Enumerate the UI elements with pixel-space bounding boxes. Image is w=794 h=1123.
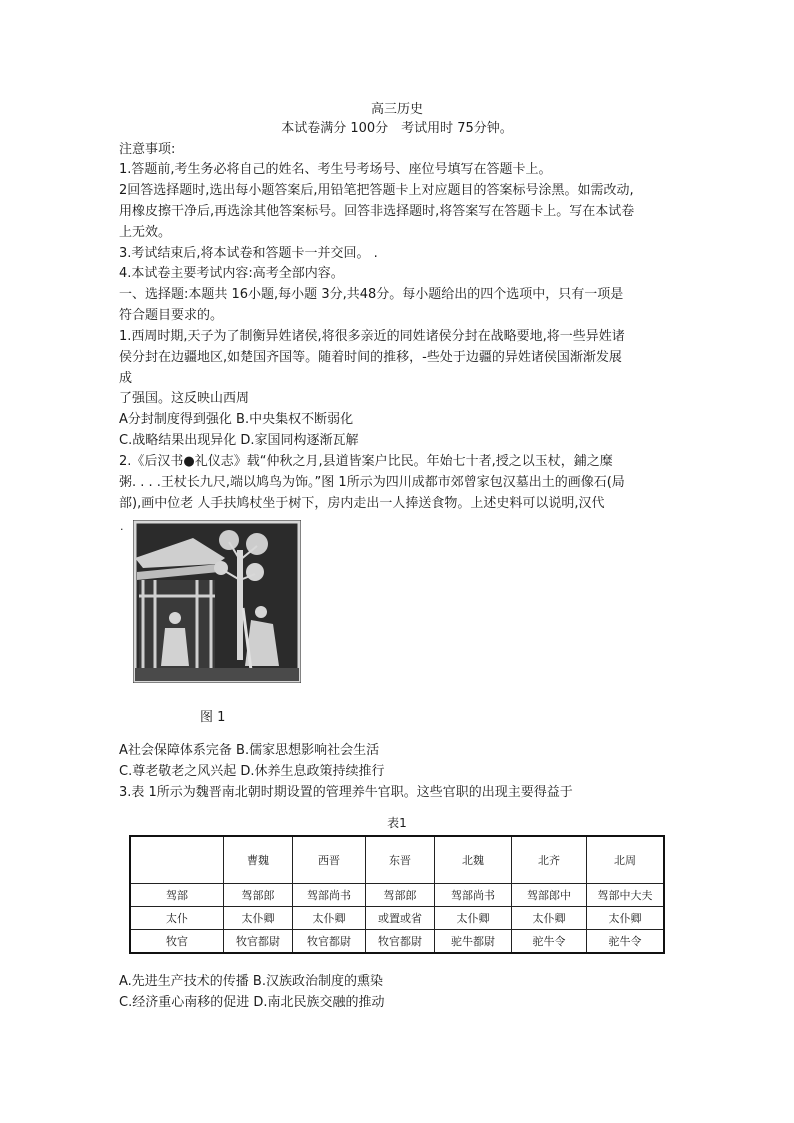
table-cell: 太仆卿 <box>435 907 512 930</box>
table-header-cell: 北齐 <box>512 836 587 884</box>
notice-line: 上无效。 <box>119 225 172 240</box>
notice-line: 2回答选择题时,选出每小题答案后,用铅笔把答题卡上对应题目的答案标号涂黑。如需改动, <box>119 183 634 198</box>
question-3-option: A.先进生产技术的传播 B.汉族政治制度的熏染 <box>119 974 383 989</box>
table-cell: 牧官都尉 <box>224 930 293 954</box>
question-2-text: 2.《后汉书●礼仪志》载“仲秋之月,县道皆案户比民。年始七十者,授之以玉杖，鋪之糜 <box>119 454 613 469</box>
question-1-text: 了强国。这反映山西周 <box>119 391 250 406</box>
table-row <box>130 930 664 954</box>
notice-line: 用橡皮擦干净后,再选涂其他答案标号。回答非选择题时,将答案写在答题卡上。写在本试卷 <box>119 204 635 219</box>
question-2-option: C.尊老敬老之风兴起 D.休养生息政策持续推行 <box>119 764 385 779</box>
question-1-option: A分封制度得到强化 B.中央集权不断弱化 <box>119 412 354 427</box>
table-cell: 驾部郎中 <box>512 884 587 907</box>
question-1-text: 成 <box>119 371 133 386</box>
table-cell: 驾部郎 <box>366 884 435 907</box>
table-header-cell: 北周 <box>587 836 665 884</box>
exam-title: 高三历史 <box>370 102 423 117</box>
table-cell: 太仆卿 <box>293 907 366 930</box>
question-1-option: C.战略结果出现异化 D.家国同构逐渐瓦解 <box>119 433 359 448</box>
table-cell: 或置或省 <box>366 907 435 930</box>
question-1-text: 1.西周时期,天子为了制衡异姓诸侯,将很多亲近的同姓诸侯分封在战略要地,将一些异姓诸 <box>119 329 625 344</box>
section-heading: 一、选择题:本题共 16小题,每小题 3分,共48分。每小题给出的四个选项中，只有一项是 <box>119 287 624 302</box>
section-heading: 符合题目要求的。 <box>119 308 224 323</box>
table-header-cell <box>130 836 224 884</box>
table-header-cell: 曹魏 <box>224 836 293 884</box>
table-cell: 太仆 <box>130 907 224 930</box>
scan-mark: . <box>120 520 124 533</box>
exam-subtitle: 本试卷满分 100分 考试用时 75分钟。 <box>281 121 513 136</box>
table-header-row <box>130 836 664 884</box>
officials-table <box>129 835 665 954</box>
notice-line: 3.考试结束后,将本试卷和答题卡一并交回。 . <box>119 246 378 261</box>
question-3-text: 3.表 1所示为魏晋南北朝时期设置的管理养牛官职。这些官职的出现主要得益于 <box>119 785 573 800</box>
question-2-text: 粥. . . .王杖长九尺,端以鸠鸟为饰。”图 1所示为四川成都市郊曾家包汉墓出土的画像石(局 <box>119 475 625 490</box>
notice-heading: 注意事项: <box>119 142 176 157</box>
question-2-text: 部),画中位老 人手扶鸠杖坐于树下，房内走出一人捧送食物。上述史料可以说明,汉代 <box>119 496 605 511</box>
table-cell: 牧官 <box>130 930 224 954</box>
table-cell: 牧官都尉 <box>366 930 435 954</box>
table-cell: 太仆卿 <box>587 907 665 930</box>
table-cell: 驾部尚书 <box>435 884 512 907</box>
table-cell: 驼牛都尉 <box>435 930 512 954</box>
notice-line: 1.答题前,考生务必将自己的姓名、考生号考场号、座位号填写在答题卡上。 <box>119 162 552 177</box>
table-cell: 驼牛令 <box>587 930 665 954</box>
table-caption: 表1 <box>387 816 407 830</box>
table-cell: 驾部中大夫 <box>587 884 665 907</box>
table-cell: 驾部郎 <box>224 884 293 907</box>
question-2-option: A社会保障体系完备 B.儒家思想影响社会生活 <box>119 743 380 758</box>
table-row <box>130 884 664 907</box>
notice-line: 4.本试卷主要考试内容:高考全部内容。 <box>119 266 344 281</box>
table-cell: 驾部 <box>130 884 224 907</box>
question-1-text: 侯分封在边疆地区,如楚国齐国等。随着时间的推移，-些处于边疆的异姓诸侯国渐渐发展 <box>119 350 622 365</box>
table-header-cell: 西晋 <box>293 836 366 884</box>
stone-relief-image <box>133 520 301 683</box>
table-header-cell: 北魏 <box>435 836 512 884</box>
table-cell: 驾部尚书 <box>293 884 366 907</box>
figure-caption: 图 1 <box>200 710 226 725</box>
table-cell: 驼牛令 <box>512 930 587 954</box>
table-cell: 牧官都尉 <box>293 930 366 954</box>
table-cell: 太仆卿 <box>512 907 587 930</box>
question-3-option: C.经济重心南移的促进 D.南北民族交融的推动 <box>119 995 385 1010</box>
table-cell: 太仆卿 <box>224 907 293 930</box>
table-row <box>130 907 664 930</box>
table-header-cell: 东晋 <box>366 836 435 884</box>
